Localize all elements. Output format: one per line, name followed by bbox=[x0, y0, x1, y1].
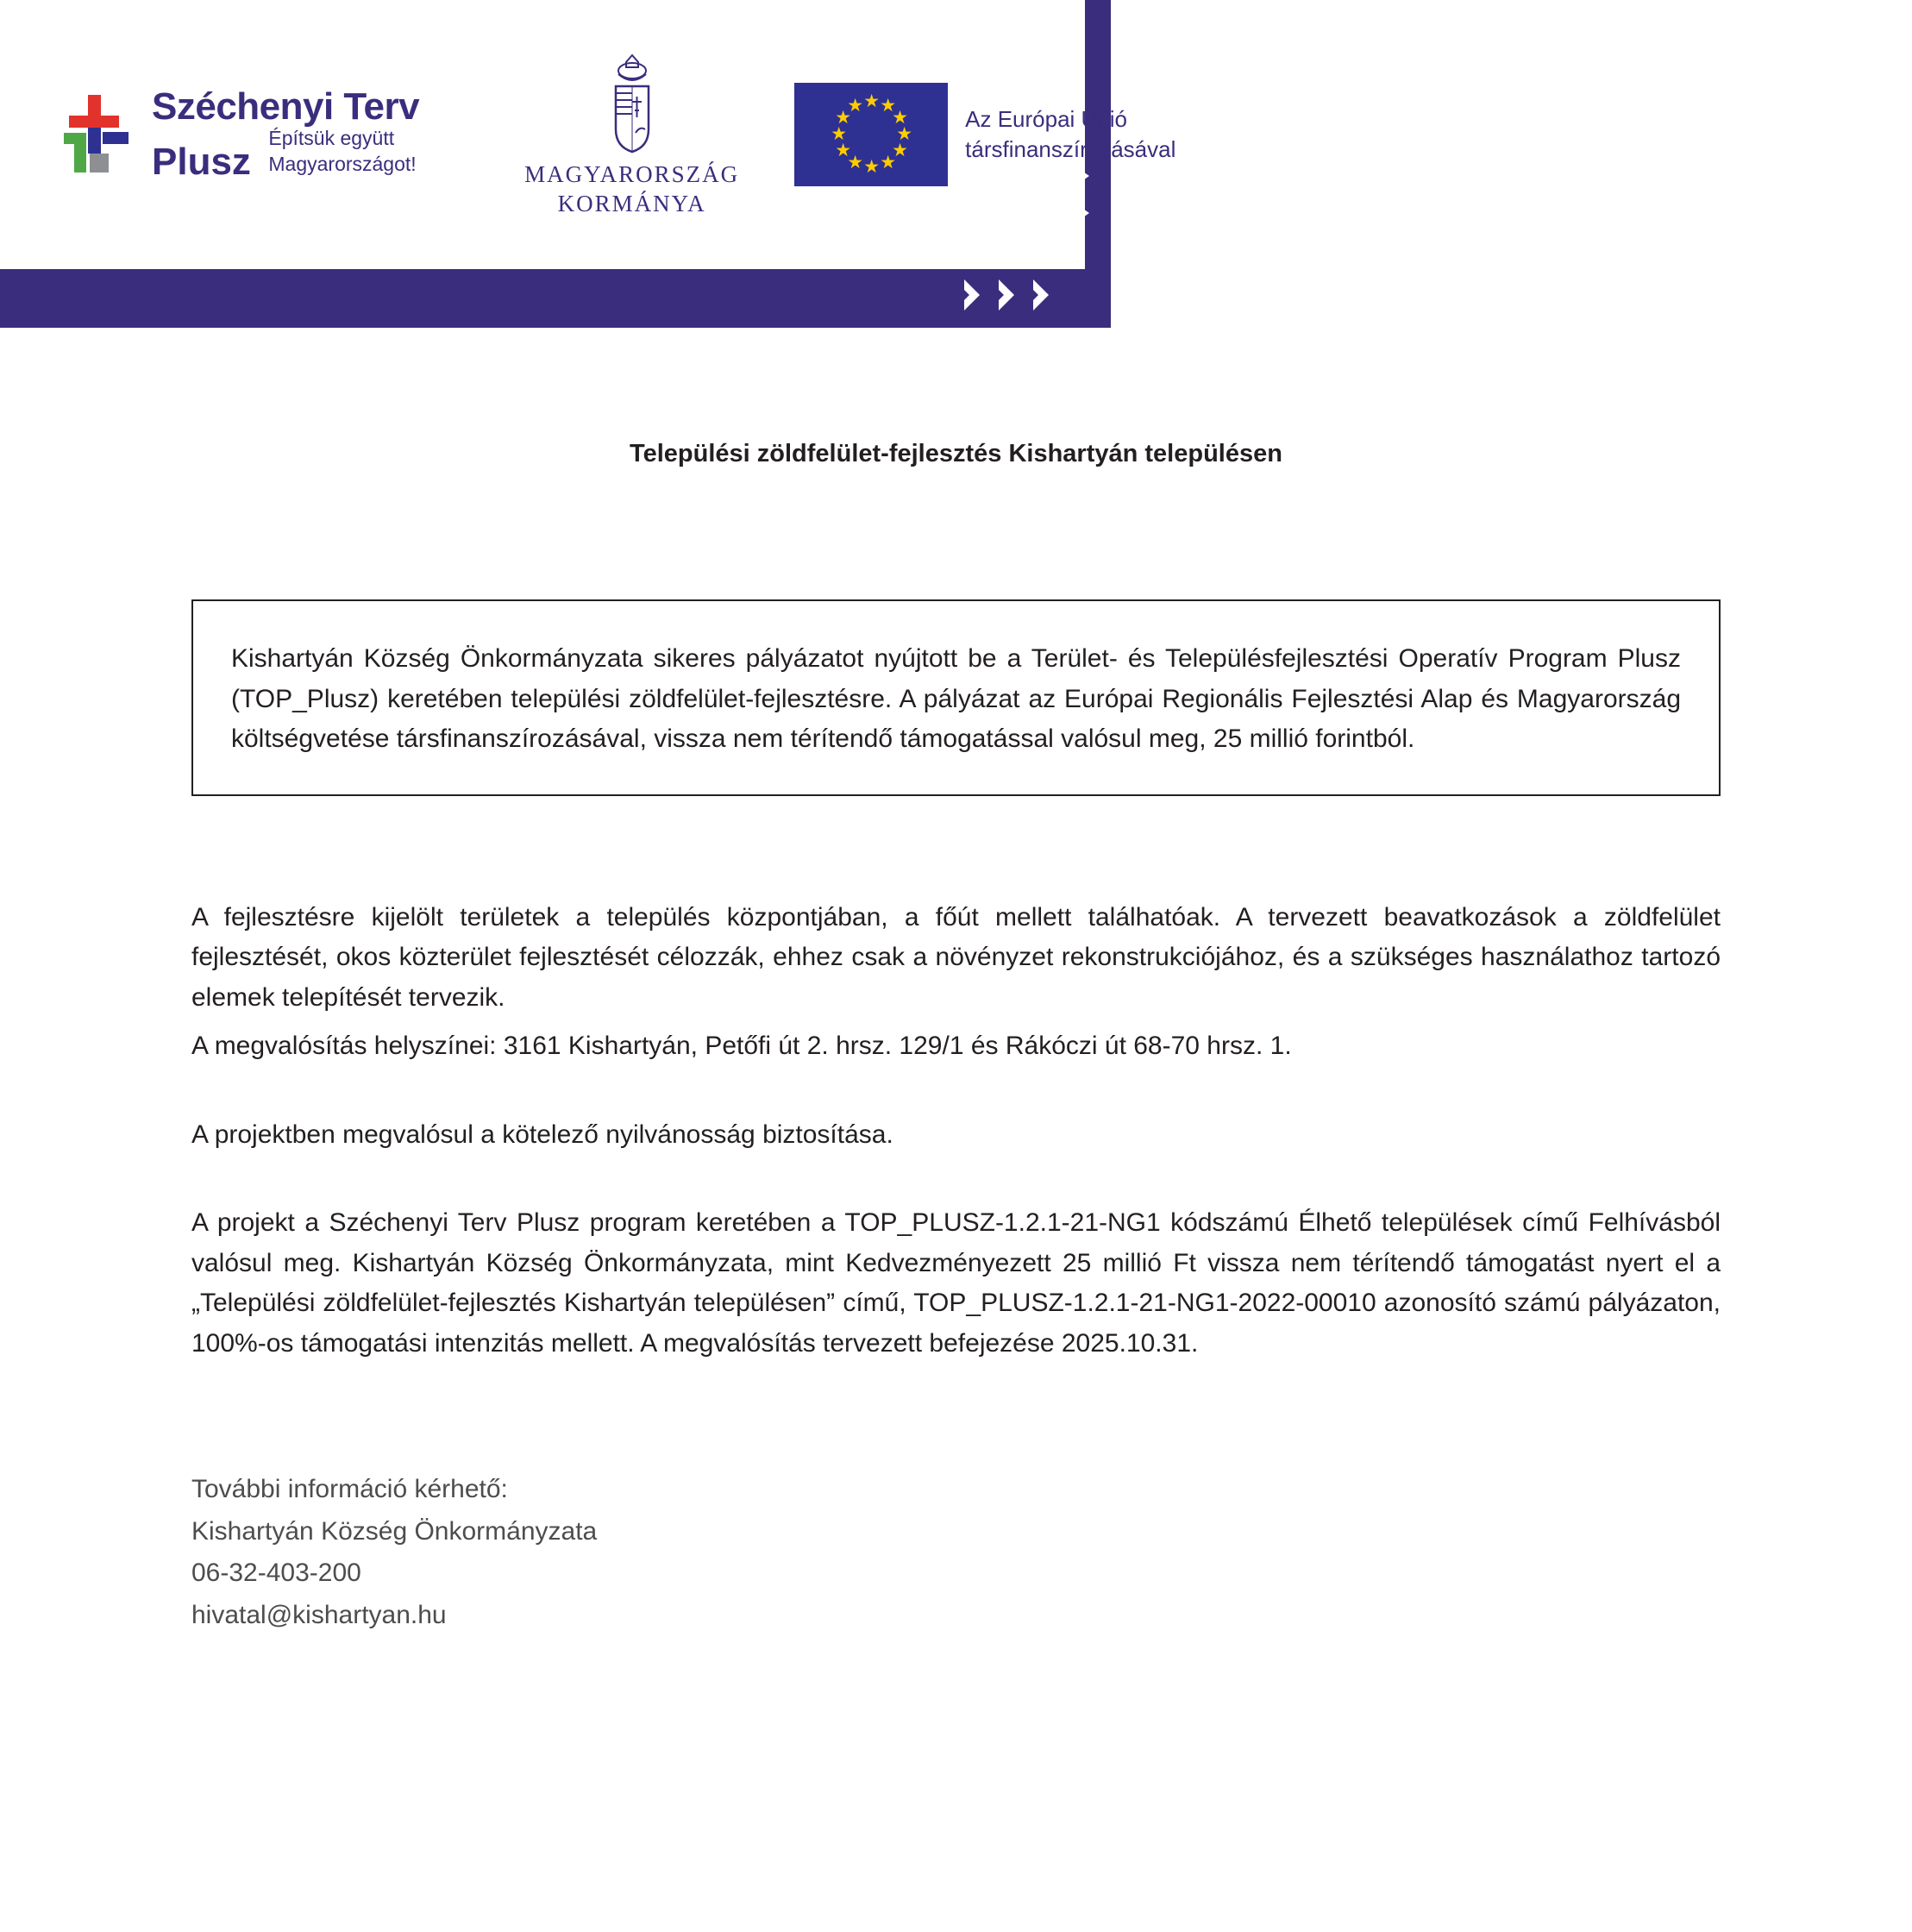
eu-star-icon: ★ bbox=[835, 141, 852, 160]
chevron-right-icon bbox=[964, 279, 990, 310]
eu-cofinancing-logo bbox=[794, 83, 1175, 186]
contact-phone: 06-32-403-200 bbox=[191, 1559, 361, 1588]
eu-star-icon: ★ bbox=[892, 108, 908, 128]
paragraph-funding-details: A projekt a Széchenyi Terv Plusz program keretében a TOP_PLUSZ-1.2.1-21-NG1 kódszámú Élhető települések című Felhívásból valósul meg. Kishartyán Község Önkormányzata, mint Kedvezményezett 25 millió Ft vissza nem térítendő támogatást nyert el a „Települési zöldfelület-fejlesztés Kishartyán településen” című, TOP_PLUSZ-1.2.1-21-NG1-2022-00010 azonosító számú pályázaton, 100%-os támogatási intenzitás mellett. A megvalósítás tervezett befejezése 2025.10.31. bbox=[191, 1208, 1721, 1358]
chevron-down-icon bbox=[1072, 201, 1106, 225]
eu-star-icon: ★ bbox=[863, 91, 881, 111]
eu-star-icon: ★ bbox=[892, 141, 908, 160]
eu-star-icon: ★ bbox=[880, 152, 897, 172]
eu-star-icon: ★ bbox=[863, 157, 881, 177]
page-title: Települési zöldfelület-fejlesztés Kishartyán településen bbox=[630, 440, 1282, 467]
government-label-line1: MAGYARORSZÁG bbox=[524, 161, 740, 188]
eu-star-icon: ★ bbox=[896, 124, 913, 144]
szechenyi-mark-icon bbox=[53, 93, 133, 176]
highlight-paragraph: Kishartyán Község Önkormányzata sikeres pályázatot nyújtott be a Terület- és Településfejlesztési Operatív Program Plusz (TOP_Plusz) keretében települési zöldfelület-fejlesztésre. A pályázat az Európai Regionális Fejlesztési Alap és Magyarország költségvetése társfinanszírozásával, vissza nem térítendő támogatással valósul meg, 25 millió forintból. bbox=[231, 644, 1681, 753]
contact-email: hivatal@kishartyan.hu bbox=[191, 1600, 447, 1629]
eu-star-icon: ★ bbox=[835, 108, 852, 128]
chevron-right-icon bbox=[1033, 279, 1059, 310]
document-body bbox=[0, 440, 1912, 1636]
eu-label-line1: Az Európai Unió bbox=[965, 105, 1128, 132]
eu-star-icon: ★ bbox=[847, 96, 864, 116]
paragraph-project-areas: A fejlesztésre kijelölt területek a település központjában, a főút mellett találhatóak. A tervezett beavatkozások a zöldfelület fejlesztését, okos közterület fejlesztését célozzák, ehhez csak a növényzet rekonstrukciójához, és a szükséges használathoz tartozó elemek telepítését tervezik. bbox=[191, 902, 1721, 1012]
contact-heading: További információ kérhető: bbox=[191, 1475, 508, 1503]
chevron-right-icon-group bbox=[964, 279, 1068, 310]
szechenyi-slogan-line2: Magyarországot! bbox=[268, 152, 417, 175]
contact-organization: Kishartyán Község Önkormányzata bbox=[191, 1516, 598, 1546]
eu-star-icon: ★ bbox=[847, 152, 864, 172]
eu-star-icon: ★ bbox=[831, 124, 848, 144]
coat-of-arms-icon bbox=[595, 50, 669, 154]
szechenyi-logo-line2: Plusz bbox=[152, 140, 251, 183]
contact-block bbox=[191, 1469, 1721, 1636]
chevron-right-icon bbox=[999, 279, 1025, 310]
szechenyi-logo-line1: Széchenyi Terv bbox=[152, 85, 420, 129]
szechenyi-slogan-line1: Építsük együtt bbox=[268, 127, 395, 150]
paragraph-publicity: A projektben megvalósul a kötelező nyilvánosság biztosítása. bbox=[191, 1120, 893, 1149]
eu-star-icon: ★ bbox=[880, 96, 897, 116]
paragraph-locations: A megvalósítás helyszínei: 3161 Kishartyán, Petőfi út 2. hrsz. 129/1 és Rákóczi út 68-70 hrsz. 1. bbox=[191, 1032, 1292, 1060]
szechenyi-terv-plusz-logo bbox=[53, 85, 420, 183]
logo-row bbox=[0, 0, 1176, 269]
highlight-box bbox=[191, 599, 1721, 796]
hungary-government-logo bbox=[524, 50, 739, 219]
header-banner bbox=[0, 0, 1176, 328]
eu-label-line2: társfinanszírozásával bbox=[965, 136, 1176, 162]
government-label-line2: KORMÁNYA bbox=[557, 191, 706, 216]
eu-flag-icon bbox=[794, 83, 948, 186]
